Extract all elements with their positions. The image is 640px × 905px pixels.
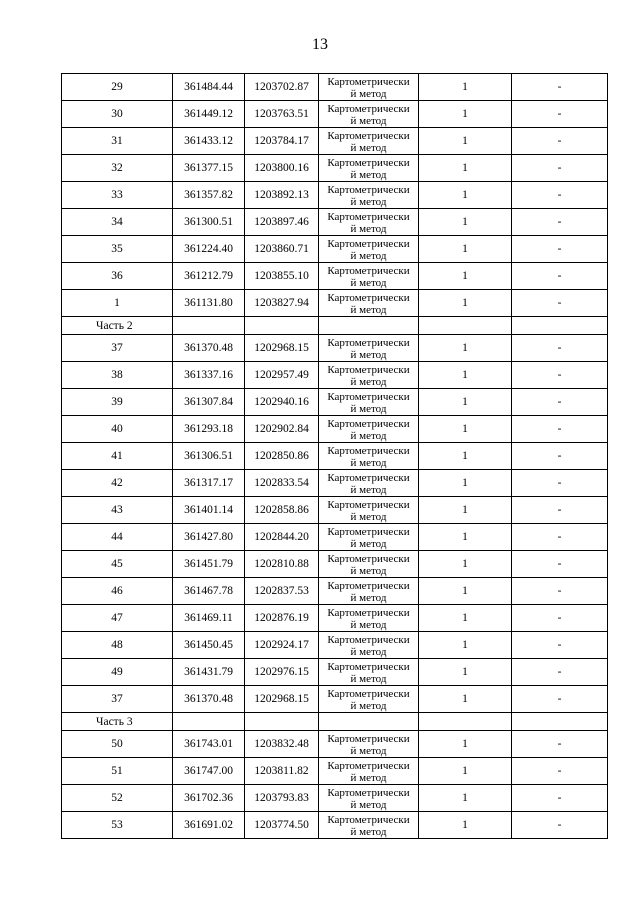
- y-coordinate-cell: 1203897.46: [245, 209, 319, 236]
- page-number: 13: [312, 36, 328, 53]
- method-text: Картометрически й метод: [327, 75, 410, 100]
- y-coordinate-cell: 1203811.82: [245, 758, 319, 785]
- y-coordinate-cell: 1202850.86: [245, 443, 319, 470]
- point-number-cell: 33: [62, 182, 173, 209]
- method-text: Картометрически й метод: [327, 156, 410, 181]
- method-text: Картометрически й метод: [327, 129, 410, 154]
- method-cell: [319, 551, 419, 578]
- y-coordinate-cell: 1202968.15: [245, 686, 319, 713]
- x-coordinate-cell: 361401.14: [173, 497, 245, 524]
- method-text: Картометрически й метод: [327, 660, 410, 685]
- method-cell: [319, 470, 419, 497]
- coordinates-table: [61, 73, 608, 839]
- point-number-cell: 50: [62, 731, 173, 758]
- x-coordinate-cell: 361433.12: [173, 128, 245, 155]
- note-cell: -: [512, 236, 608, 263]
- method-cell: [319, 362, 419, 389]
- method-text: Картометрически й метод: [327, 264, 410, 289]
- x-coordinate-cell: 361224.40: [173, 236, 245, 263]
- y-coordinate-cell: 1202940.16: [245, 389, 319, 416]
- table-row: [62, 785, 608, 812]
- point-number-cell: 29: [62, 74, 173, 101]
- x-coordinate-cell: 361702.36: [173, 785, 245, 812]
- y-coordinate-cell: 1203784.17: [245, 128, 319, 155]
- note-cell: -: [512, 632, 608, 659]
- note-cell: -: [512, 155, 608, 182]
- table-row: [62, 101, 608, 128]
- method-text: Картометрически й метод: [327, 552, 410, 577]
- table-row: [62, 632, 608, 659]
- method-cell: [319, 128, 419, 155]
- note-cell: -: [512, 290, 608, 317]
- accuracy-cell: 1: [419, 578, 512, 605]
- method-text: Картометрически й метод: [327, 210, 410, 235]
- table-row: [62, 335, 608, 362]
- table-row: [62, 524, 608, 551]
- x-coordinate-cell: 361307.84: [173, 389, 245, 416]
- x-coordinate-cell: 361370.48: [173, 686, 245, 713]
- point-number-cell: 46: [62, 578, 173, 605]
- y-coordinate-cell: 1202837.53: [245, 578, 319, 605]
- method-text: Картометрически й метод: [327, 813, 410, 838]
- y-coordinate-cell: 1203827.94: [245, 290, 319, 317]
- x-coordinate-cell: 361449.12: [173, 101, 245, 128]
- point-number-cell: 1: [62, 290, 173, 317]
- x-coordinate-cell: 361306.51: [173, 443, 245, 470]
- method-cell: [319, 605, 419, 632]
- empty-cell: [245, 713, 319, 731]
- x-coordinate-cell: 361450.45: [173, 632, 245, 659]
- x-coordinate-cell: 361370.48: [173, 335, 245, 362]
- part-header-row: [62, 713, 608, 731]
- method-cell: [319, 812, 419, 839]
- x-coordinate-cell: 361317.17: [173, 470, 245, 497]
- table-row: [62, 263, 608, 290]
- accuracy-cell: 1: [419, 524, 512, 551]
- x-coordinate-cell: 361691.02: [173, 812, 245, 839]
- x-coordinate-cell: 361377.15: [173, 155, 245, 182]
- note-cell: -: [512, 362, 608, 389]
- x-coordinate-cell: 361469.11: [173, 605, 245, 632]
- accuracy-cell: 1: [419, 812, 512, 839]
- accuracy-cell: 1: [419, 785, 512, 812]
- x-coordinate-cell: 361747.00: [173, 758, 245, 785]
- accuracy-cell: 1: [419, 443, 512, 470]
- point-number-cell: 39: [62, 389, 173, 416]
- note-cell: -: [512, 551, 608, 578]
- empty-cell: [173, 317, 245, 335]
- accuracy-cell: 1: [419, 155, 512, 182]
- note-cell: -: [512, 524, 608, 551]
- table-row: [62, 236, 608, 263]
- empty-cell: [512, 317, 608, 335]
- method-cell: [319, 74, 419, 101]
- y-coordinate-cell: 1202957.49: [245, 362, 319, 389]
- point-number-cell: 30: [62, 101, 173, 128]
- part-header-row: [62, 317, 608, 335]
- point-number-cell: 53: [62, 812, 173, 839]
- table-row: [62, 659, 608, 686]
- point-number-cell: 44: [62, 524, 173, 551]
- method-cell: [319, 416, 419, 443]
- note-cell: -: [512, 470, 608, 497]
- method-text: Картометрически й метод: [327, 183, 410, 208]
- y-coordinate-cell: 1203855.10: [245, 263, 319, 290]
- empty-cell: [173, 713, 245, 731]
- method-text: Картометрически й метод: [327, 687, 410, 712]
- point-number-cell: 38: [62, 362, 173, 389]
- method-cell: [319, 785, 419, 812]
- point-number-cell: 41: [62, 443, 173, 470]
- method-text: Картометрически й метод: [327, 471, 410, 496]
- method-cell: [319, 731, 419, 758]
- note-cell: -: [512, 209, 608, 236]
- note-cell: -: [512, 812, 608, 839]
- accuracy-cell: 1: [419, 758, 512, 785]
- note-cell: -: [512, 416, 608, 443]
- method-cell: [319, 497, 419, 524]
- point-number-cell: 35: [62, 236, 173, 263]
- empty-cell: [419, 713, 512, 731]
- method-cell: [319, 182, 419, 209]
- table-row: [62, 209, 608, 236]
- note-cell: -: [512, 686, 608, 713]
- accuracy-cell: 1: [419, 632, 512, 659]
- accuracy-cell: 1: [419, 335, 512, 362]
- accuracy-cell: 1: [419, 101, 512, 128]
- part-label: Часть 3: [62, 713, 173, 731]
- x-coordinate-cell: 361357.82: [173, 182, 245, 209]
- method-text: Картометрически й метод: [327, 525, 410, 550]
- x-coordinate-cell: 361467.78: [173, 578, 245, 605]
- y-coordinate-cell: 1203800.16: [245, 155, 319, 182]
- y-coordinate-cell: 1202968.15: [245, 335, 319, 362]
- note-cell: -: [512, 335, 608, 362]
- method-text: Картометрически й метод: [327, 579, 410, 604]
- accuracy-cell: 1: [419, 551, 512, 578]
- y-coordinate-cell: 1203774.50: [245, 812, 319, 839]
- accuracy-cell: 1: [419, 128, 512, 155]
- note-cell: -: [512, 758, 608, 785]
- note-cell: -: [512, 731, 608, 758]
- x-coordinate-cell: 361427.80: [173, 524, 245, 551]
- table-row: [62, 731, 608, 758]
- y-coordinate-cell: 1203892.13: [245, 182, 319, 209]
- accuracy-cell: 1: [419, 659, 512, 686]
- table-row: [62, 605, 608, 632]
- table-row: [62, 578, 608, 605]
- method-cell: [319, 209, 419, 236]
- empty-cell: [319, 317, 419, 335]
- point-number-cell: 52: [62, 785, 173, 812]
- x-coordinate-cell: 361293.18: [173, 416, 245, 443]
- accuracy-cell: 1: [419, 605, 512, 632]
- y-coordinate-cell: 1202902.84: [245, 416, 319, 443]
- method-cell: [319, 443, 419, 470]
- method-text: Картометрически й метод: [327, 417, 410, 442]
- note-cell: -: [512, 101, 608, 128]
- accuracy-cell: 1: [419, 74, 512, 101]
- table-row: [62, 182, 608, 209]
- empty-cell: [419, 317, 512, 335]
- note-cell: -: [512, 605, 608, 632]
- y-coordinate-cell: 1203860.71: [245, 236, 319, 263]
- method-cell: [319, 335, 419, 362]
- y-coordinate-cell: 1202844.20: [245, 524, 319, 551]
- x-coordinate-cell: 361337.16: [173, 362, 245, 389]
- x-coordinate-cell: 361451.79: [173, 551, 245, 578]
- note-cell: -: [512, 659, 608, 686]
- accuracy-cell: 1: [419, 236, 512, 263]
- note-cell: -: [512, 497, 608, 524]
- point-number-cell: 37: [62, 335, 173, 362]
- table-row: [62, 812, 608, 839]
- point-number-cell: 31: [62, 128, 173, 155]
- method-cell: [319, 155, 419, 182]
- x-coordinate-cell: 361743.01: [173, 731, 245, 758]
- method-cell: [319, 290, 419, 317]
- y-coordinate-cell: 1202833.54: [245, 470, 319, 497]
- method-cell: [319, 263, 419, 290]
- point-number-cell: 32: [62, 155, 173, 182]
- point-number-cell: 43: [62, 497, 173, 524]
- accuracy-cell: 1: [419, 362, 512, 389]
- x-coordinate-cell: 361484.44: [173, 74, 245, 101]
- method-text: Картометрически й метод: [327, 291, 410, 316]
- method-text: Картометрически й метод: [327, 759, 410, 784]
- table-row: [62, 443, 608, 470]
- accuracy-cell: 1: [419, 389, 512, 416]
- method-cell: [319, 236, 419, 263]
- point-number-cell: 40: [62, 416, 173, 443]
- empty-cell: [319, 713, 419, 731]
- accuracy-cell: 1: [419, 731, 512, 758]
- method-text: Картометрически й метод: [327, 633, 410, 658]
- method-cell: [319, 524, 419, 551]
- point-number-cell: 42: [62, 470, 173, 497]
- method-text: Картометрически й метод: [327, 498, 410, 523]
- point-number-cell: 51: [62, 758, 173, 785]
- point-number-cell: 48: [62, 632, 173, 659]
- coordinates-table-body: [62, 74, 608, 839]
- empty-cell: [512, 713, 608, 731]
- y-coordinate-cell: 1202858.86: [245, 497, 319, 524]
- point-number-cell: 47: [62, 605, 173, 632]
- y-coordinate-cell: 1202876.19: [245, 605, 319, 632]
- note-cell: -: [512, 74, 608, 101]
- table-row: [62, 290, 608, 317]
- note-cell: -: [512, 128, 608, 155]
- note-cell: -: [512, 389, 608, 416]
- table-row: [62, 74, 608, 101]
- table-row: [62, 686, 608, 713]
- y-coordinate-cell: 1202810.88: [245, 551, 319, 578]
- note-cell: -: [512, 182, 608, 209]
- table-row: [62, 155, 608, 182]
- accuracy-cell: 1: [419, 182, 512, 209]
- method-text: Картометрически й метод: [327, 786, 410, 811]
- y-coordinate-cell: 1203763.51: [245, 101, 319, 128]
- table-row: [62, 758, 608, 785]
- table-row: [62, 416, 608, 443]
- method-text: Картометрически й метод: [327, 363, 410, 388]
- y-coordinate-cell: 1203793.83: [245, 785, 319, 812]
- table-row: [62, 551, 608, 578]
- table-row: [62, 497, 608, 524]
- accuracy-cell: 1: [419, 209, 512, 236]
- table-row: [62, 470, 608, 497]
- part-label: Часть 2: [62, 317, 173, 335]
- method-cell: [319, 659, 419, 686]
- note-cell: -: [512, 263, 608, 290]
- table-row: [62, 362, 608, 389]
- method-text: Картометрически й метод: [327, 444, 410, 469]
- empty-cell: [245, 317, 319, 335]
- point-number-cell: 49: [62, 659, 173, 686]
- method-text: Картометрически й метод: [327, 732, 410, 757]
- table-row: [62, 389, 608, 416]
- method-cell: [319, 686, 419, 713]
- y-coordinate-cell: 1202976.15: [245, 659, 319, 686]
- accuracy-cell: 1: [419, 497, 512, 524]
- method-text: Картометрически й метод: [327, 102, 410, 127]
- x-coordinate-cell: 361131.80: [173, 290, 245, 317]
- method-cell: [319, 578, 419, 605]
- note-cell: -: [512, 443, 608, 470]
- accuracy-cell: 1: [419, 290, 512, 317]
- note-cell: -: [512, 785, 608, 812]
- accuracy-cell: 1: [419, 470, 512, 497]
- method-cell: [319, 758, 419, 785]
- x-coordinate-cell: 361300.51: [173, 209, 245, 236]
- method-text: Картометрически й метод: [327, 390, 410, 415]
- accuracy-cell: 1: [419, 686, 512, 713]
- point-number-cell: 34: [62, 209, 173, 236]
- method-text: Картометрически й метод: [327, 237, 410, 262]
- y-coordinate-cell: 1203702.87: [245, 74, 319, 101]
- point-number-cell: 37: [62, 686, 173, 713]
- method-text: Картометрически й метод: [327, 606, 410, 631]
- x-coordinate-cell: 361212.79: [173, 263, 245, 290]
- y-coordinate-cell: 1203832.48: [245, 731, 319, 758]
- point-number-cell: 45: [62, 551, 173, 578]
- note-cell: -: [512, 578, 608, 605]
- y-coordinate-cell: 1202924.17: [245, 632, 319, 659]
- table-row: [62, 128, 608, 155]
- x-coordinate-cell: 361431.79: [173, 659, 245, 686]
- accuracy-cell: 1: [419, 263, 512, 290]
- method-text: Картометрически й метод: [327, 336, 410, 361]
- point-number-cell: 36: [62, 263, 173, 290]
- method-cell: [319, 632, 419, 659]
- method-cell: [319, 101, 419, 128]
- method-cell: [319, 389, 419, 416]
- accuracy-cell: 1: [419, 416, 512, 443]
